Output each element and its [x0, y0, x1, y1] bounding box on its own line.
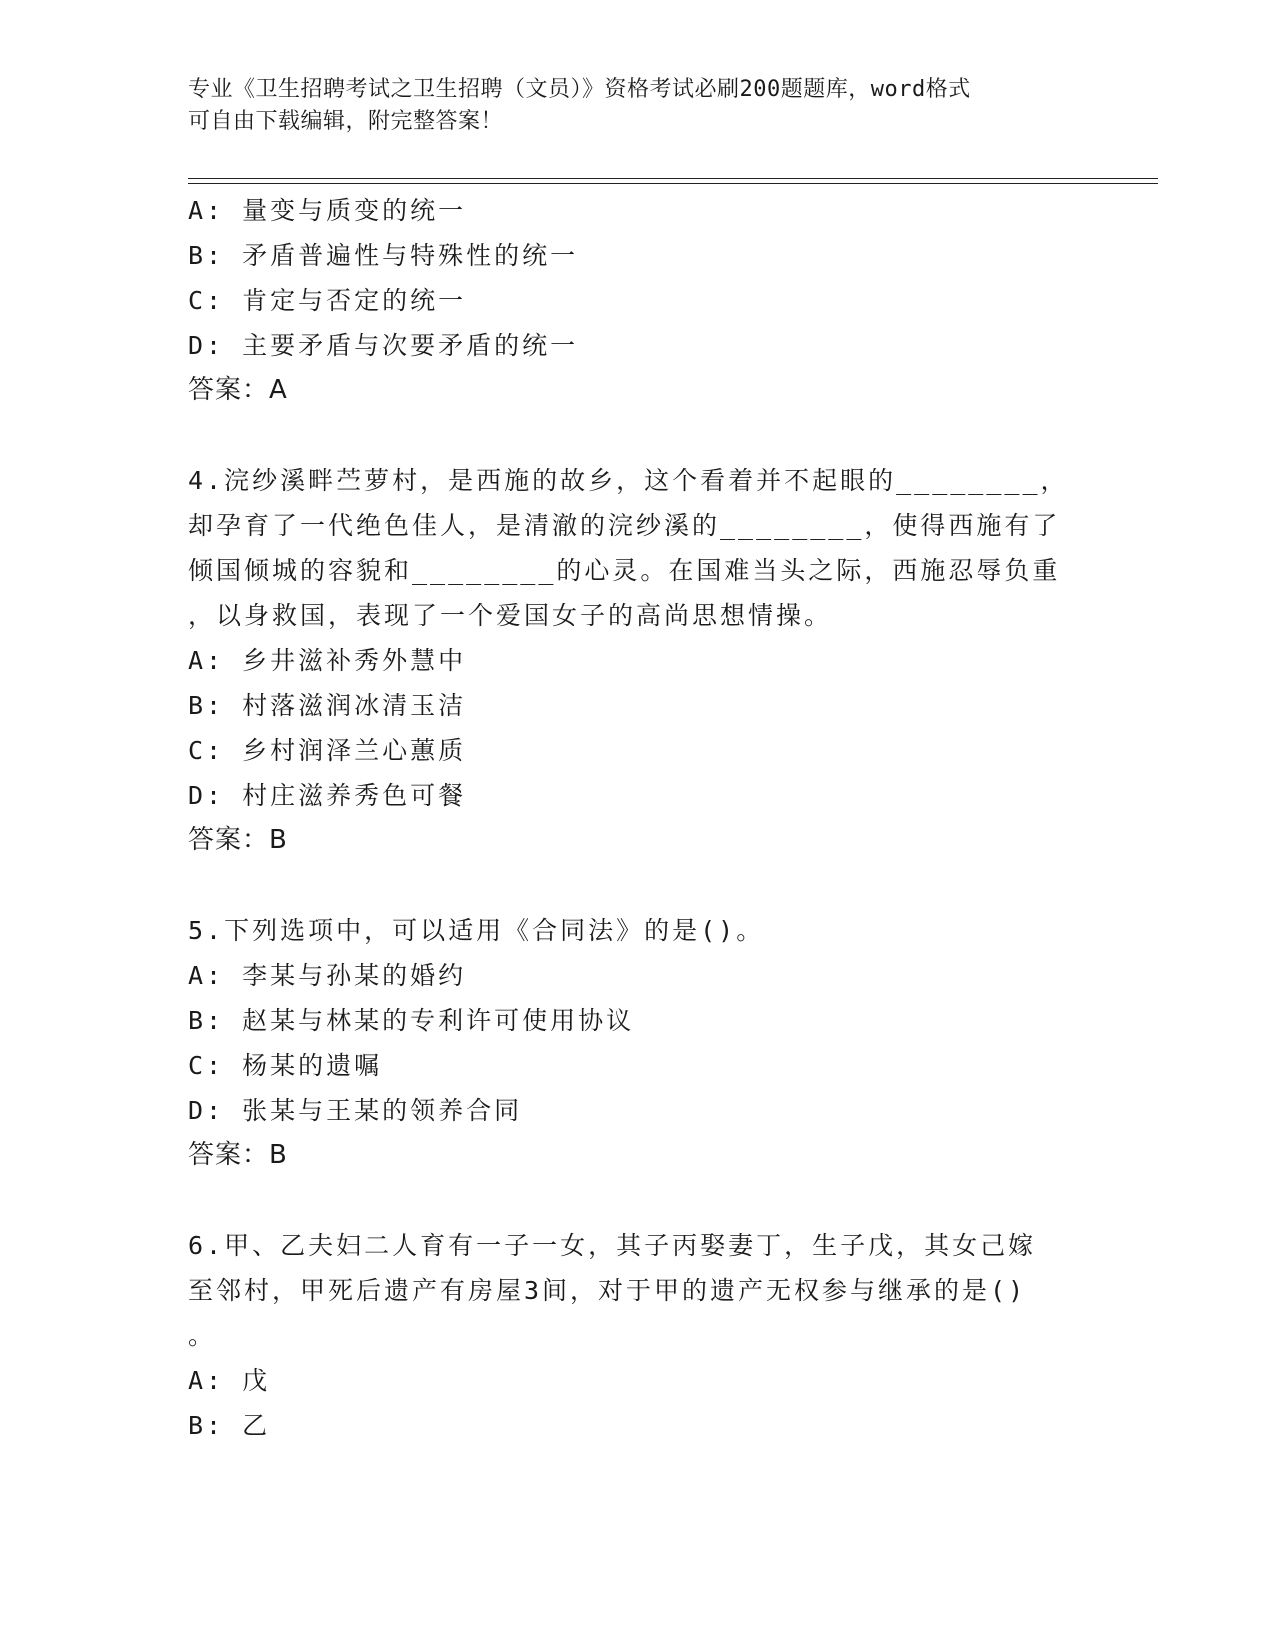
question-stem-line: 4.浣纱溪畔苎萝村，是西施的故乡，这个看着并不起眼的________，	[188, 466, 1069, 495]
question-stem-line: 5.下列选项中，可以适用《合同法》的是()。	[188, 916, 765, 945]
option-b: B: 村落滋润冰清玉洁	[188, 691, 467, 720]
answer: 答案：B	[188, 1140, 288, 1170]
question-6	[188, 1223, 1068, 1448]
question-stem-line: 。	[188, 1321, 217, 1350]
question-stem-line: 6.甲、乙夫妇二人育有一子一女，其子丙娶妻丁，生子戊，其女己嫁	[188, 1231, 1037, 1260]
question-stem-line: 至邻村，甲死后遗产有房屋3间，对于甲的遗产无权参与继承的是()	[188, 1276, 1027, 1305]
option-a: A: 戊	[188, 1366, 271, 1395]
header-divider-top	[188, 178, 1158, 179]
option-d: D: 张某与王某的领养合同	[188, 1096, 523, 1125]
option-b: B: 乙	[188, 1411, 271, 1440]
option-b: B: 赵某与林某的专利许可使用协议	[188, 1006, 635, 1035]
option-d: D: 主要矛盾与次要矛盾的统一	[188, 331, 579, 360]
option-c: C: 乡村润泽兰心蕙质	[188, 736, 467, 765]
question-content	[188, 188, 1068, 1448]
header-line-2: 可自由下载编辑，附完整答案！	[188, 109, 504, 134]
question-stem-line: 却孕育了一代绝色佳人，是清澈的浣纱溪的________，使得西施有了	[188, 511, 1061, 540]
option-b: B: 矛盾普遍性与特殊性的统一	[188, 241, 579, 270]
spacer	[188, 1178, 1068, 1223]
spacer	[188, 863, 1068, 908]
option-d: D: 村庄滋养秀色可餐	[188, 781, 467, 810]
question-3	[188, 188, 1068, 413]
question-4	[188, 458, 1068, 863]
header-divider-bottom	[188, 183, 1158, 184]
option-a: A: 量变与质变的统一	[188, 196, 467, 225]
option-c: C: 肯定与否定的统一	[188, 286, 467, 315]
question-stem-line: 倾国倾城的容貌和________的心灵。在国难当头之际，西施忍辱负重	[188, 556, 1061, 585]
question-5	[188, 908, 1068, 1178]
option-a: A: 乡井滋补秀外慧中	[188, 646, 467, 675]
answer: 答案：A	[188, 375, 288, 405]
answer: 答案：B	[188, 825, 288, 855]
spacer	[188, 413, 1068, 458]
header-line-1: 专业《卫生招聘考试之卫生招聘（文员）》资格考试必刷200题题库，word格式	[188, 77, 971, 102]
option-c: C: 杨某的遗嘱	[188, 1051, 383, 1080]
option-a: A: 李某与孙某的婚约	[188, 961, 467, 990]
question-stem-line: ，以身救国，表现了一个爱国女子的高尚思想情操。	[188, 601, 833, 630]
document-header	[188, 74, 1068, 138]
